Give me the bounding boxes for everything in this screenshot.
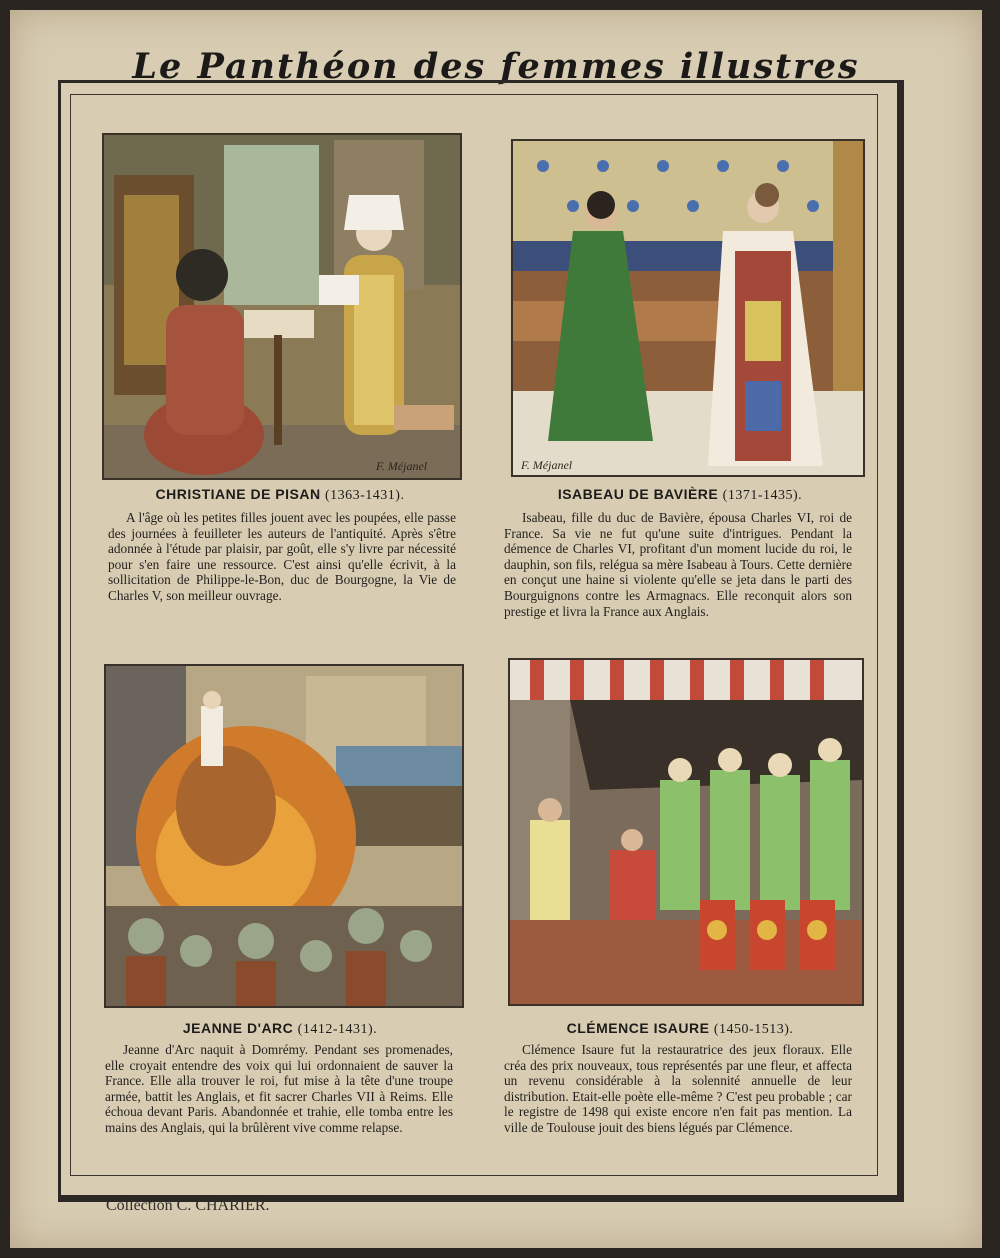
text-jeanne-d-arc: Jeanne d'Arc naquit à Domrémy. Pendant ses promenades, elle croyait entendre des voix qui lui ordonnaient de sauver la France. Elle alla trouver le roi, fut mise à la tête d'une troupe armée, battit les Anglais, et fit sacrer Charles VII à Reims. Elle échoua devant Paris. Abandonnée et trahie, elle tomba entre les mains des Anglais, qui la brûlèrent vive comme relapse. xyxy=(105,1042,453,1135)
caption-clemence-isaure xyxy=(500,1020,860,1038)
clemence-scene-image xyxy=(510,660,862,1004)
illustration-clemence-isaure xyxy=(508,658,864,1006)
illustration-isabeau-de-baviere xyxy=(511,139,865,477)
entry-name: ISABEAU DE BAVIÈRE xyxy=(557,486,719,502)
caption-isabeau-de-baviere xyxy=(500,486,860,504)
isabeau-scene-image xyxy=(513,141,863,475)
text-isabeau-de-baviere: Isabeau, fille du duc de Bavière, épousa Charles VI, roi de France. Sa vie ne fut qu'une suite d'intrigues. Pendant la démence de Charles VI, profitant d'un moment lucide du roi, le dauphin, son fils, relégua sa mère Isabeau à Tours. Cette dernière en conçut une haine si violente qu'elle se jeta dans le parti des Bourguignons contre les Armagnacs. Elle reconquit alors son prestige et livra la France aux Anglais. xyxy=(504,510,852,619)
illustration-signature: F. Méjanel xyxy=(521,458,573,472)
text-clemence-isaure: Clémence Isaure fut la restauratrice des jeux floraux. Elle créa des prix nouveaux, tous représentés par une fleur, et affecta un revenu considérable à la solennité annuelle de leur distribution. Etait-elle poète elle-même ? C'est peu probable ; car le registre de 1498 qui existe encore n'en fait pas mention. La ville de Toulouse jouit des biens légués par Clémence. xyxy=(504,1042,852,1135)
caption-jeanne-d-arc xyxy=(100,1020,460,1038)
entry-name: JEANNE D'ARC xyxy=(182,1020,294,1036)
christiane-scene-image xyxy=(104,135,460,478)
entry-dates: (1450-1513). xyxy=(713,1022,794,1037)
text-christiane-de-pisan: A l'âge où les petites filles jouent avec les poupées, elle passe des journées à feuilleter les auteurs de l'antiquité. Après s'être adonnée à l'étude par plaisir, par goût, elle s'y livre par nécessité pour s'en faire une ressource. C'est ainsi qu'elle écrivit, à la sollicitation de Philippe-le-Bon, duc de Bourgogne, la Vie de Charles V, son meilleur ouvrage. xyxy=(108,510,456,603)
caption-christiane-de-pisan xyxy=(100,486,460,504)
page-title: Le Panthéon des femmes illustres xyxy=(132,46,860,87)
illustration-signature: F. Méjanel xyxy=(376,459,428,473)
jeanne-scene-image xyxy=(106,666,462,1006)
collection-footer: Collection C. CHARIER. xyxy=(106,1197,270,1214)
entry-dates: (1412-1431). xyxy=(297,1022,378,1037)
entry-dates: (1363-1431). xyxy=(324,488,405,503)
entry-name: CLÉMENCE ISAURE xyxy=(566,1020,710,1036)
entry-name: CHRISTIANE DE PISAN xyxy=(155,486,321,502)
illustration-jeanne-d-arc xyxy=(104,664,464,1008)
illustration-christiane-de-pisan xyxy=(102,133,462,480)
entry-dates: (1371-1435). xyxy=(722,488,803,503)
